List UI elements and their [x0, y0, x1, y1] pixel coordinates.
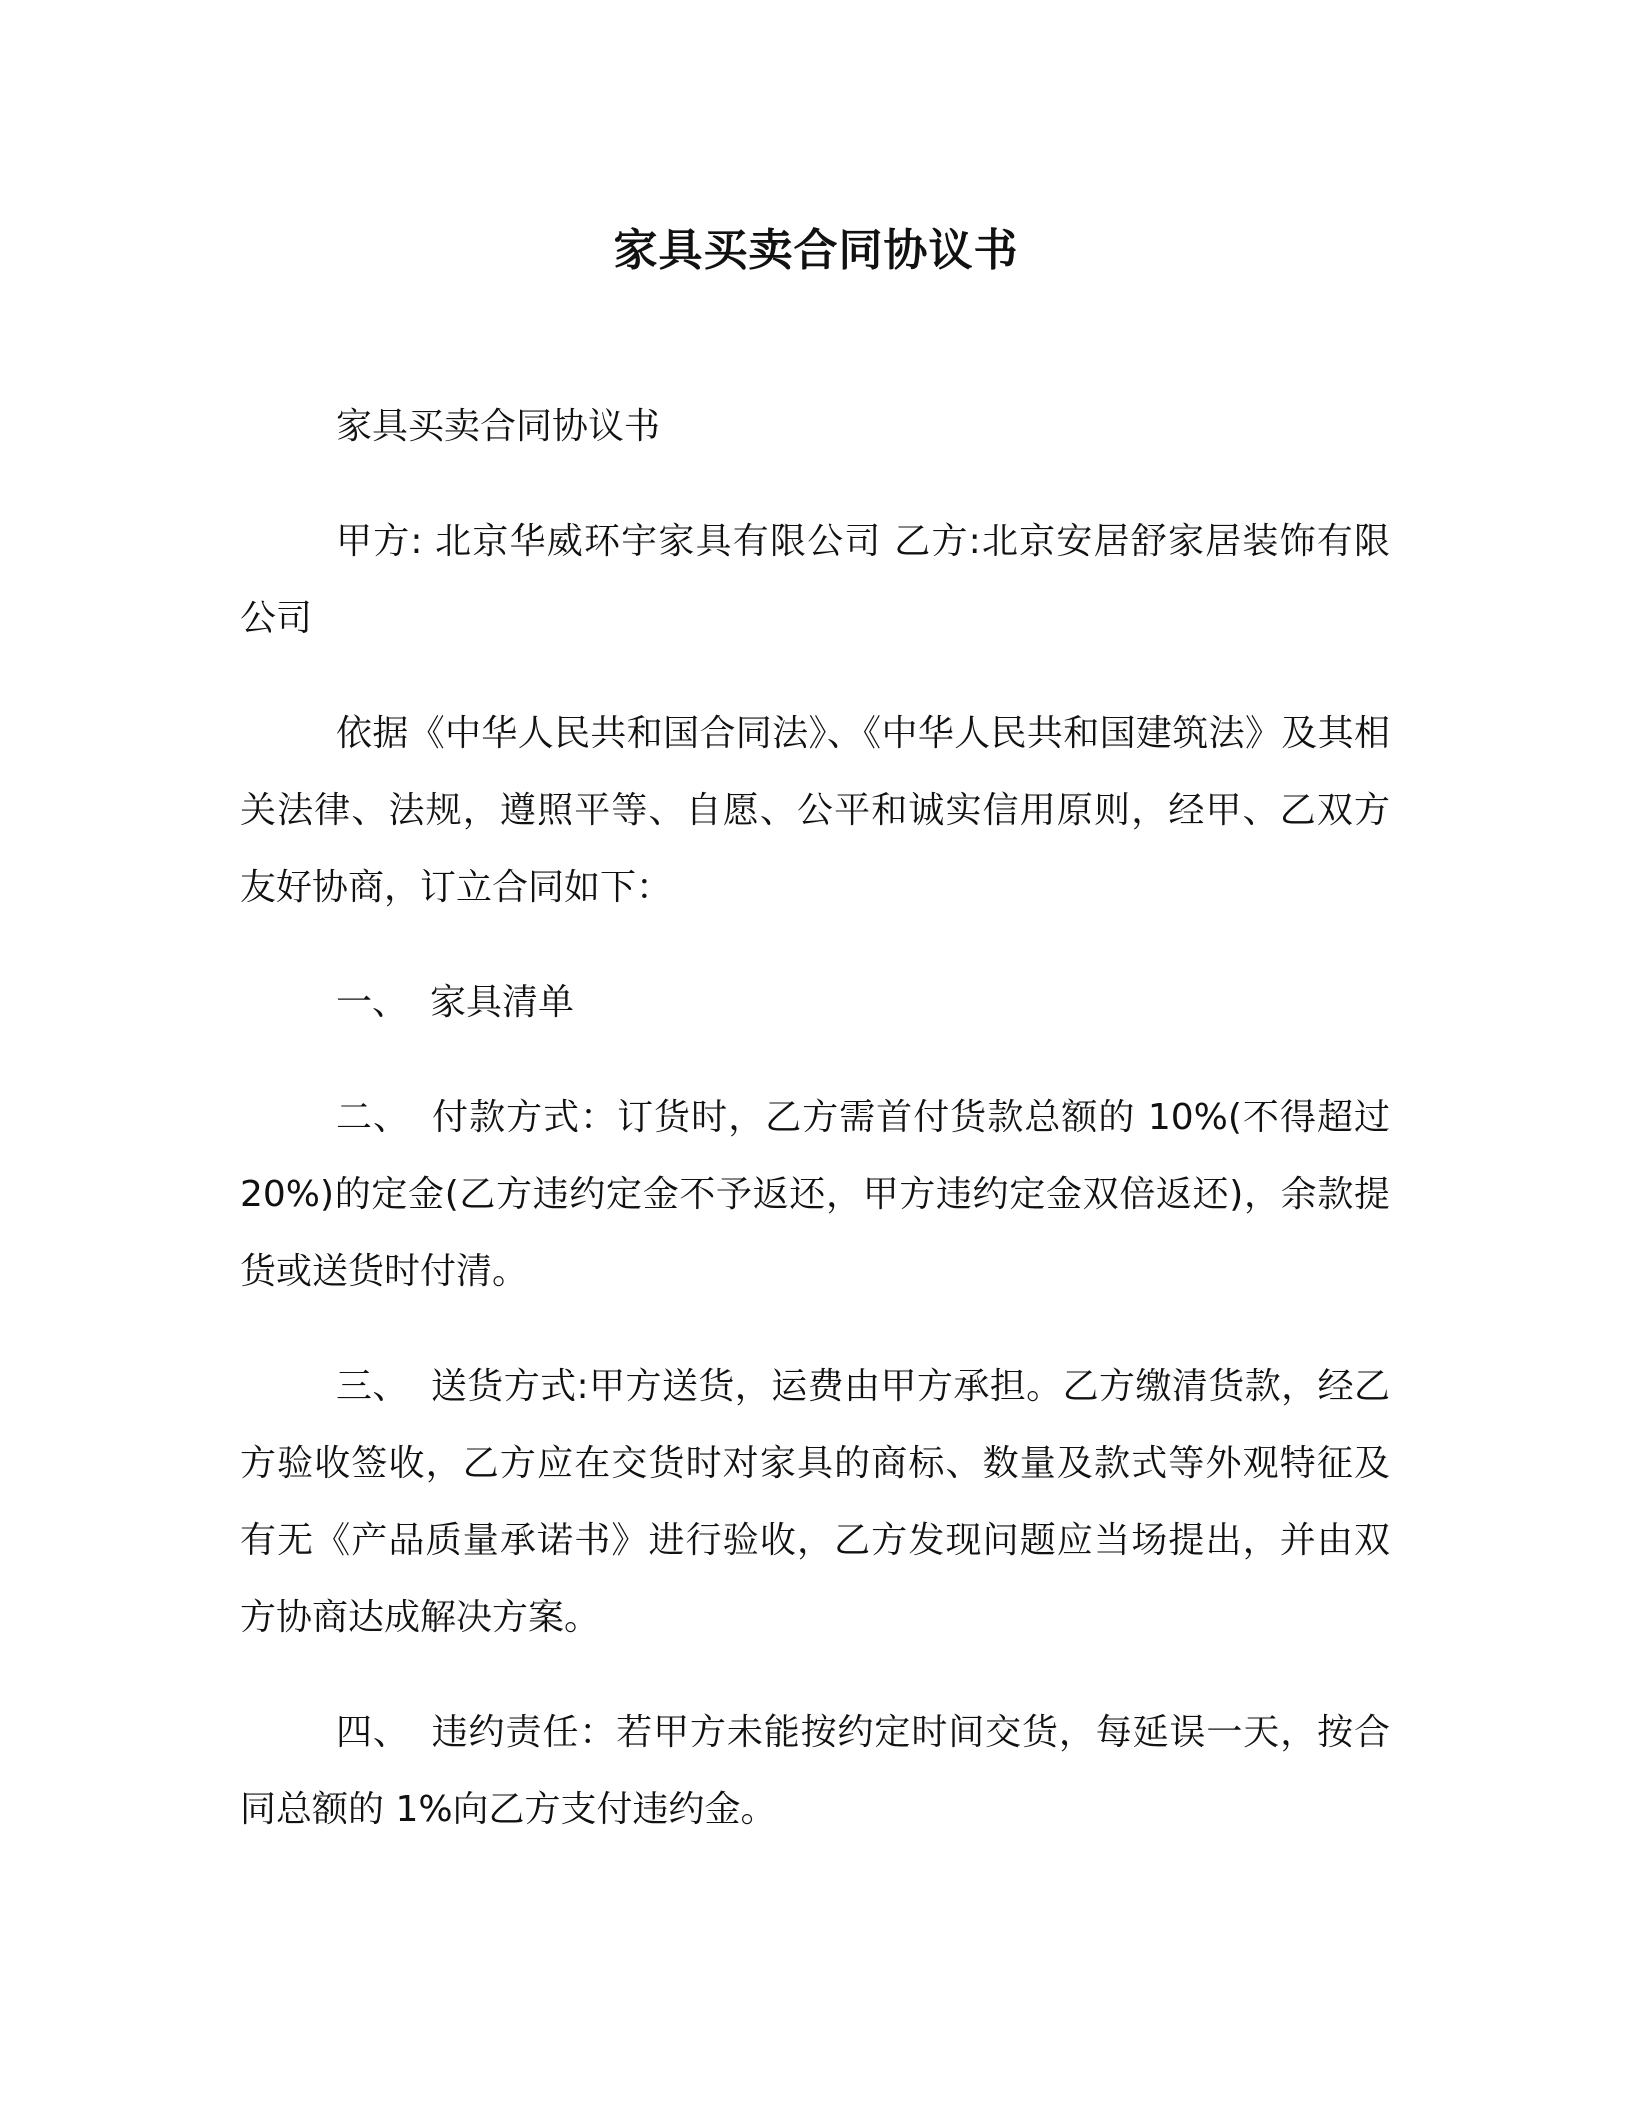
document-title: 家具买卖合同协议书 [613, 225, 1019, 276]
legal-basis-paragraph: 依据《中华人民共和国合同法》、《中华人民共和国建筑法》及其相关法律、法规，遵照平等、自愿、公平和诚实信用原则，经甲、乙双方友好协商，订立合同如下： [240, 713, 1390, 908]
clause-1 [240, 964, 1390, 1041]
clause-number: 四、 [336, 1712, 410, 1753]
clause-text: 付款方式：订货时，乙方需首付货款总额的 10%(不得超过 20%)的定金(乙方违约定金不予返还，甲方违约定金双倍返还)，余款提货或送货时付清。 [240, 1097, 1390, 1292]
clause-text: 送货方式:甲方送货，运费由甲方承担。乙方缴清货款，经乙方验收签收，乙方应在交货时对家具的商标、数量及款式等外观特征及有无《产品质量承诺书》进行验收，乙方发现问题应当场提出，并由双方协商达成解决方案。 [240, 1366, 1390, 1638]
clause-text: 违约责任：若甲方未能按约定时间交货，每延误一天，按合同总额的 1%向乙方支付违约金。 [240, 1712, 1390, 1830]
clause-text: 家具清单 [430, 982, 575, 1023]
parties-paragraph: 甲方: 北京华威环宇家具有限公司 乙方:北京安居舒家居装饰有限公司 [240, 521, 1390, 639]
document-body [240, 388, 1390, 1848]
clause-number: 一、 [336, 982, 409, 1023]
clause-2 [240, 1079, 1390, 1310]
clause-number: 二、 [336, 1097, 411, 1138]
clause-number: 三、 [336, 1366, 409, 1407]
clause-4 [240, 1694, 1390, 1848]
clause-3 [240, 1348, 1390, 1656]
subtitle-paragraph: 家具买卖合同协议书 [336, 406, 661, 447]
